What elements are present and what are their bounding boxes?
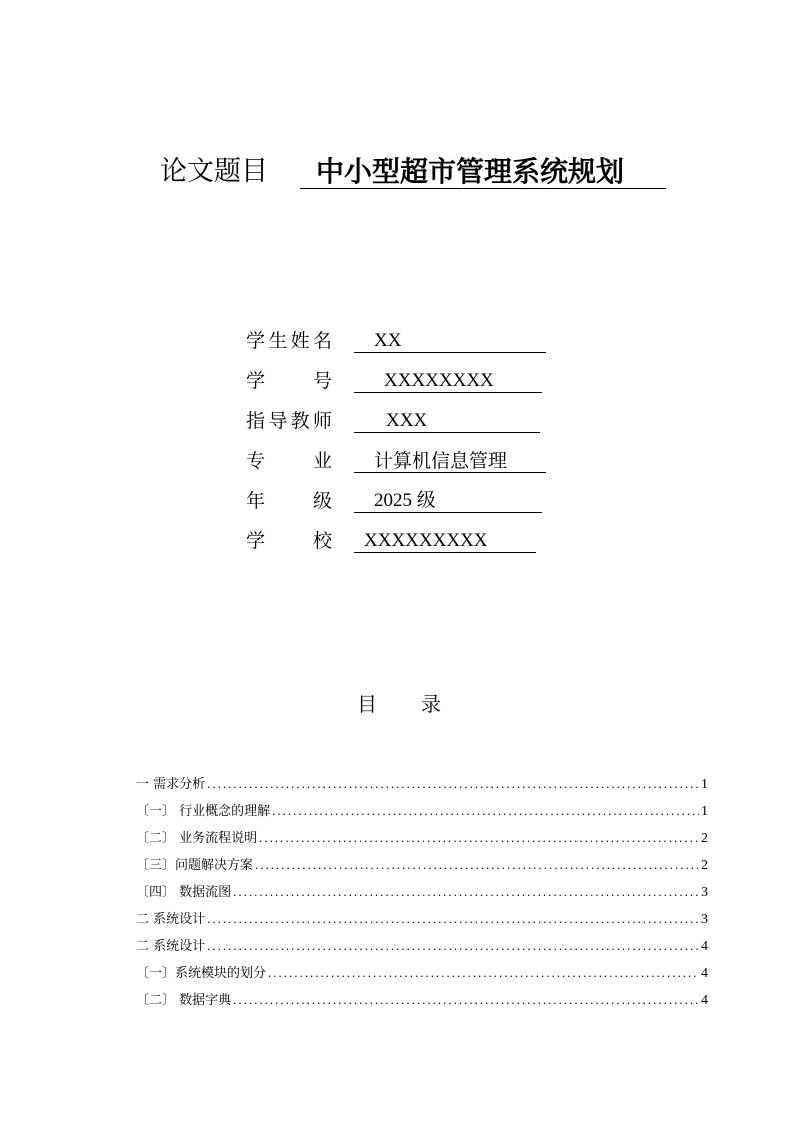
toc-leader-dots xyxy=(207,932,699,959)
info-label: 专 业 xyxy=(246,450,332,472)
toc-entry[interactable]: 二 系统设计 ..... 3 xyxy=(136,905,708,932)
toc-page-number: 4 xyxy=(701,966,708,981)
toc-leader-dots xyxy=(259,824,699,851)
info-underline xyxy=(354,432,540,433)
toc-page-number: 2 xyxy=(701,858,708,873)
toc-leader-dots xyxy=(207,770,699,797)
toc-entry[interactable]: 〔二〕 业务流程说明 ..... 2 xyxy=(136,824,708,851)
info-value-student-id: XXXXXXXX xyxy=(384,370,494,391)
toc-leader-dots xyxy=(207,905,699,932)
info-label: 学 校 xyxy=(246,530,332,552)
info-row-student-name xyxy=(246,324,566,358)
toc-page-number: 1 xyxy=(701,777,708,792)
toc-leader-dots xyxy=(233,986,699,1013)
toc-leader-dots xyxy=(255,851,699,878)
toc-entry[interactable]: 〔三〕问题解决方案 ..... 2 xyxy=(136,851,708,878)
toc-leader-dots xyxy=(272,797,699,824)
info-row-student-id xyxy=(246,364,566,398)
info-row-grade xyxy=(246,484,566,518)
toc-leader-dots xyxy=(233,878,699,905)
toc-page-number: 3 xyxy=(701,885,708,900)
toc-page-number: 3 xyxy=(701,912,708,927)
toc-page-number: 4 xyxy=(701,993,708,1008)
toc-page-number: 4 xyxy=(701,939,708,954)
thesis-title-label: 论文题目 xyxy=(160,156,268,187)
info-value-school: XXXXXXXXX xyxy=(364,530,488,551)
info-label: 学 生 姓 名 xyxy=(246,330,332,352)
toc-page-number: 2 xyxy=(701,831,708,846)
info-value-student-name: XX xyxy=(374,330,402,351)
info-value-grade: 2025 级 xyxy=(374,490,436,511)
toc-entry[interactable]: 〔一〕 行业概念的理解 ..... 1 xyxy=(136,797,708,824)
info-value-major: 计算机信息管理 xyxy=(374,450,508,472)
toc-entry[interactable]: 〔四〕 数据流图 ..... 3 xyxy=(136,878,708,905)
info-label: 年 级 xyxy=(246,490,332,512)
toc-page-number: 1 xyxy=(701,804,708,819)
info-row-school xyxy=(246,524,566,558)
info-row-advisor xyxy=(246,404,566,438)
toc-entry[interactable]: 〔一〕系统模块的划分 ..... 4 xyxy=(136,959,708,986)
info-value-advisor: XXX xyxy=(386,410,428,431)
toc-leader-dots xyxy=(268,959,699,986)
thesis-title: 中小型超市管理系统规划 xyxy=(316,155,625,188)
info-row-major xyxy=(246,444,566,478)
toc-title: 目 录 xyxy=(357,692,441,716)
info-label: 指 导 教 师 xyxy=(246,410,332,432)
toc-entry[interactable]: 〔二〕 数据字典 ..... 4 xyxy=(136,986,708,1013)
toc-entry[interactable]: 一 需求分析 ..... 1 xyxy=(136,770,708,797)
info-label: 学 号 xyxy=(246,370,332,392)
toc-entry[interactable]: 二 系统设计 ..... 4 xyxy=(136,932,708,959)
